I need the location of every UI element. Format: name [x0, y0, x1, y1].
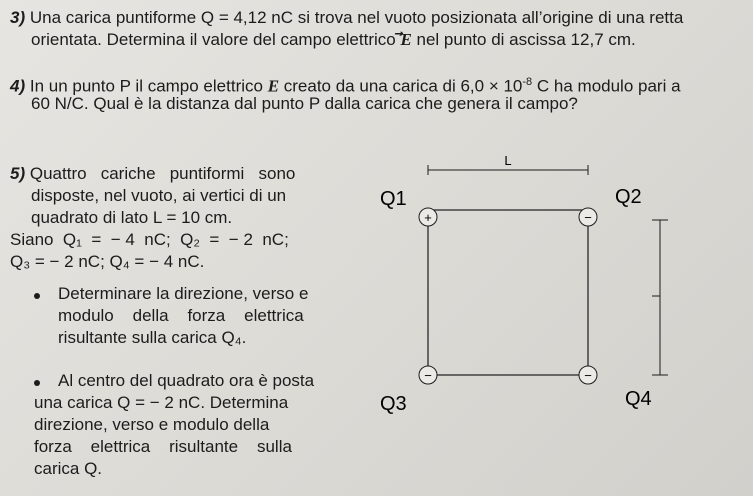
svg-text:−: −	[584, 210, 592, 225]
problem-5-number: 5)	[10, 164, 26, 183]
problem-5-line-3: quadrato di lato L = 10 cm.	[31, 208, 233, 227]
side-length-label: L	[504, 155, 512, 168]
bullet-1-line-1: Determinare la direzione, verso e	[58, 284, 309, 303]
problem-3-line-2: orientata. Determina il valore del campo elettrico E nel punto di ascissa 12,7 cm.	[31, 30, 636, 49]
charge-q4	[579, 366, 597, 384]
problem-5-line-2: disposte, nel vuoto, ai vertici di un	[31, 186, 287, 205]
label-q4: Q4	[625, 388, 652, 410]
problem-3-number: 3)	[10, 8, 26, 27]
bullet-2-line-4: forza elettrica risultante sulla	[34, 437, 292, 456]
svg-text:−: −	[424, 368, 432, 383]
bullet-2-line-5: carica Q.	[34, 459, 103, 478]
bullet-dot	[34, 293, 40, 299]
charge-q3	[419, 366, 437, 384]
label-q3: Q3	[380, 393, 407, 415]
bullet-1-line-2: modulo della forza elettrica	[58, 306, 304, 325]
problem-3-line-1	[10, 8, 683, 28]
bullet-1-line-3: risultante sulla carica Q₄.	[58, 328, 247, 347]
bullet-dot	[34, 380, 40, 386]
bullet-2-line-2: una carica Q = − 2 nC. Determina	[34, 393, 289, 412]
problem-3-text-1: Una carica puntiforme Q = 4,12 nC si trova nel vuoto posizionata all’origine di una retta	[29, 8, 684, 27]
vector-e-symbol: E	[400, 30, 412, 49]
square-outline	[428, 210, 588, 375]
vector-e-symbol: E	[267, 76, 280, 96]
bullet-2-line-1: Al centro del quadrato ora è posta	[58, 371, 315, 390]
label-q2: Q2	[615, 186, 642, 208]
bullet-2-line-3: direzione, verso e modulo della	[34, 415, 270, 434]
problem-4-number: 4)	[10, 76, 26, 96]
charge-q1	[419, 208, 437, 226]
svg-text:−: −	[584, 368, 592, 383]
problem-4-line-1: 4) In un punto P il campo elettrico E creato da una carica di $6,0 \times 10^{-8}$ C ha modulo pari a	[10, 76, 681, 96]
charge-q2	[579, 208, 597, 226]
label-q1: Q1	[380, 188, 407, 210]
svg-text:+: +	[424, 210, 432, 225]
square-charges-diagram	[360, 155, 690, 425]
problem-5-line-5: Q₃ = − 2 nC; Q₄ = − 4 nC.	[10, 252, 205, 271]
problem-4-line-2: 60 N/C. Qual è la distanza dal punto P dalla carica che genera il campo?	[31, 94, 578, 113]
problem-5-line-4: Siano Q₁ = − 4 nC; Q₂ = − 2 nC;	[10, 230, 289, 249]
problem-5-line-1: 5) Quattro cariche puntiformi sono	[10, 164, 296, 183]
